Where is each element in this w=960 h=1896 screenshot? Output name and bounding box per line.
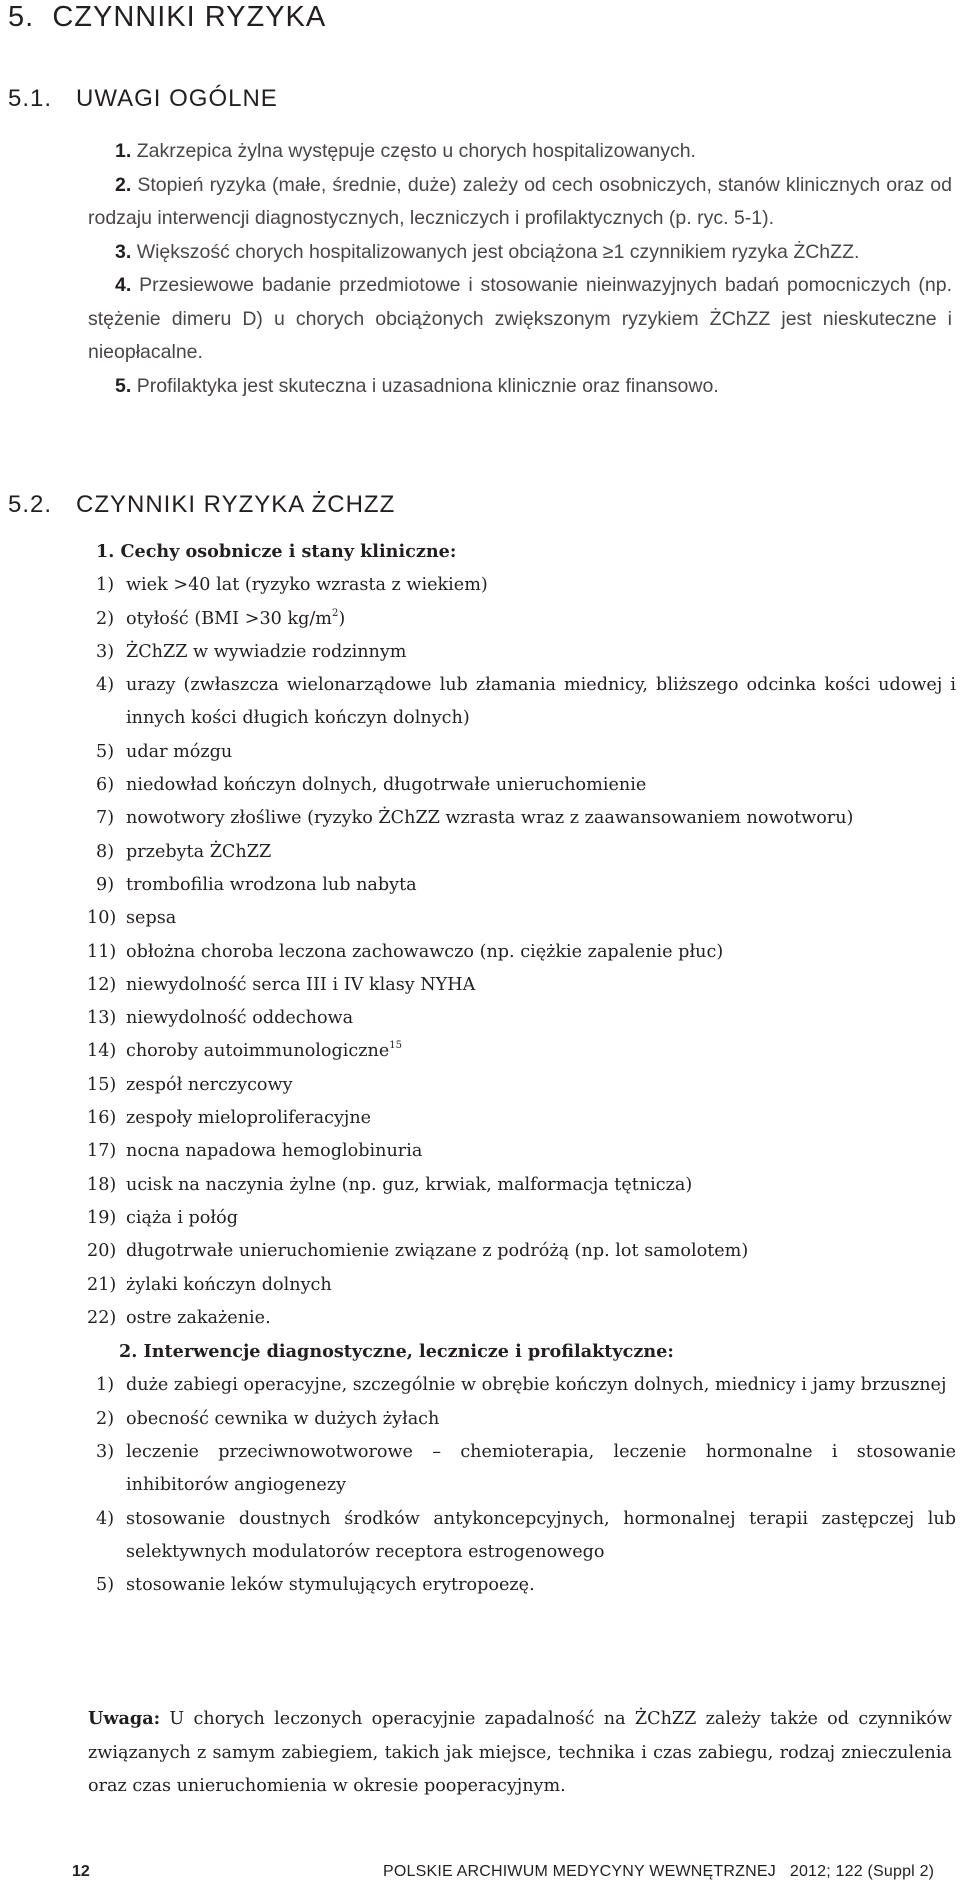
item-number: 4) [96,675,115,696]
list-item [96,1436,956,1503]
section-heading-general [8,84,278,114]
item-text: obłożna choroba leczona zachowawczo (np. ciężkie zapalenie płuc) [126,941,724,962]
list-item [87,936,956,969]
personal-factors-list [87,569,956,1335]
item-number: 1) [96,575,115,596]
chapter-title: CZYNNIKI RYZYKA [52,1,327,33]
item-number: 11) [87,941,117,962]
list-item [87,1102,956,1135]
section-heading-risk-factors [8,490,395,520]
item-text: niedowład kończyn dolnych, długotrwałe unieruchomienie [126,775,647,796]
item-text: duże zabiegi operacyjne, szczególnie w obrębie kończyn dolnych, miednicy i jamy brzusznej [126,1375,947,1396]
list-item [96,736,956,769]
item-text: obecność cewnika w dużych żyłach [126,1408,440,1429]
page-number: 12 [72,1863,90,1880]
note-label: Uwaga: [88,1708,161,1729]
section-title: UWAGI OGÓLNE [76,85,278,112]
note-number: 1. [115,140,132,162]
general-note [88,370,952,404]
item-number: 21) [87,1274,117,1295]
item-text: nocna napadowa hemoglobinuria [126,1141,423,1162]
note-text: Przesiewowe badanie przedmiotowe i stosowanie nieinwazyjnych badań pomocniczych (np. stężenie dimeru D) u chorych obciążonych zwiększonym ryzykiem ŻChZZ jest nieskuteczne i nieopłacalne. [88,274,952,363]
list-item [96,802,956,835]
item-text: żylaki kończyn dolnych [126,1274,332,1295]
list-item [96,569,956,602]
group-heading-text: 2. Interwencje diagnostyczne, lecznicze i profilaktyczne: [119,1341,674,1363]
list-item [96,636,956,669]
note-paragraph [88,1702,952,1804]
intervention-factors-list [96,1369,956,1602]
risk-factor-lists [87,535,956,1603]
list-item [96,603,956,636]
chapter-number: 5. [8,1,35,33]
item-number: 3) [96,641,115,662]
list-item [87,1035,956,1068]
general-note [88,169,952,236]
note-text: Zakrzepica żylna występuje często u chorych hospitalizowanych. [136,140,696,162]
section-number: 5.1. [8,85,53,112]
item-text: leczenie przeciwnowotworowe – chemioterapia, leczenie hormonalne i stosowanie inhibitorów angiogenezy [126,1442,956,1496]
list-item [96,669,956,736]
item-number: 3) [96,1442,115,1463]
item-text: długotrwałe unieruchomienie związane z podróżą (np. lot samolotem) [126,1241,749,1262]
item-number: 19) [87,1207,117,1228]
item-number: 9) [96,874,115,895]
item-number: 10) [87,908,117,929]
item-number: 8) [96,841,115,862]
item-number: 4) [96,1508,115,1529]
item-text: nowotwory złośliwe (ryzyko ŻChZZ wzrasta wraz z zaawansowaniem nowotworu) [126,808,854,829]
item-number: 15) [87,1074,117,1095]
list-item [96,869,956,902]
note-text: Profilaktyka jest skuteczna i uzasadniona klinicznie oraz finansowo. [136,374,719,397]
list-item [87,1169,956,1202]
item-number: 7) [96,808,115,829]
item-text: choroby autoimmunologiczne [126,1041,390,1062]
item-number: 5) [96,1575,115,1596]
item-number: 5) [96,741,115,762]
item-text: udar mózgu [126,741,233,762]
item-text: trombofilia wrodzona lub nabyta [126,874,417,895]
item-text: ŻChZZ w wywiadzie rodzinnym [126,641,407,662]
item-text: zespół nerczycowy [126,1074,293,1095]
superscript: 15 [389,1040,403,1052]
item-number: 14) [87,1041,117,1062]
note-number: 5. [115,374,132,397]
chapter-heading [8,0,326,34]
superscript: 2 [331,607,339,619]
group-heading-personal [96,535,956,569]
item-text: ostre zakażenie. [126,1307,271,1328]
item-number: 20) [87,1241,117,1262]
journal-citation: POLSKIE ARCHIWUM MEDYCYNY WEWNĘTRZNEJ 2012; 122 (Suppl 2) [383,1863,935,1880]
note-number: 4. [115,274,132,296]
list-item [96,769,956,802]
note-text: Stopień ryzyka (małe, średnie, duże) zależy od cech osobniczych, stanów klinicznych oraz od rodzaju interwencji diagnostycznych, leczniczych i profilaktycznych (p. ryc. 5-1). [88,173,952,229]
item-number: 22) [87,1307,117,1328]
item-number: 12) [87,974,117,995]
general-note [88,269,952,370]
list-item [87,902,956,935]
list-item [87,1135,956,1168]
item-text: wiek >40 lat (ryzyko wzrasta z wiekiem) [126,575,488,596]
note-body: U chorych leczonych operacyjnie zapadalność na ŻChZZ zależy także od czynników związanych z samym zabiegiem, takich jak miejsce, technika i czas zabiegu, rodzaj znieczulenia oraz czas unieruchomienia w okresie pooperacyjnym. [88,1709,953,1796]
item-number: 2) [96,1408,115,1429]
list-item [87,969,956,1002]
item-text: ciąża i połóg [126,1207,238,1228]
list-item [87,1235,956,1268]
list-item [87,1069,956,1102]
item-number: 18) [87,1174,117,1195]
group-heading-text: 1. Cechy osobnicze i stany kliniczne: [96,541,457,562]
note-number: 3. [115,240,132,263]
item-text: urazy (zwłaszcza wielonarządowe lub złamania miednicy, bliższego odcinka kości udowej i innych kości długich kończyn dolnych) [126,675,956,729]
list-item [87,1302,956,1335]
list-item [87,1269,956,1302]
item-text: stosowanie doustnych środków antykoncepcyjnych, hormonalnej terapii zastępczej lub selektywnych modulatorów receptora estrogenowego [126,1508,956,1562]
item-text: niewydolność oddechowa [126,1008,354,1029]
item-text-after: ) [338,608,346,629]
item-text: otyłość (BMI >30 kg/m [126,608,332,629]
general-note [88,236,952,270]
item-number: 16) [87,1108,117,1129]
item-number: 2) [96,608,115,629]
item-number: 17) [87,1141,117,1162]
item-text: przebyta ŻChZZ [126,841,272,862]
section-title: CZYNNIKI RYZYKA ŻCHZZ [76,491,396,518]
item-text: stosowanie leków stymulujących erytropoezę. [126,1575,535,1596]
item-text: sepsa [126,908,177,929]
general-notes-list [88,135,952,403]
item-text: niewydolność serca III i IV klasy NYHA [126,974,476,995]
item-text: ucisk na naczynia żylne (np. guz, krwiak, malformacja tętnicza) [126,1174,693,1195]
list-item [87,1002,956,1035]
group-heading-interventions [96,1335,956,1369]
list-item [96,1569,956,1602]
list-item [96,1403,956,1436]
item-number: 1) [96,1375,115,1396]
section-number: 5.2. [8,491,53,518]
list-item [96,836,956,869]
list-item [87,1202,956,1235]
general-note [88,135,952,169]
note-number: 2. [115,173,132,196]
item-number: 6) [96,775,115,796]
item-text: zespoły mieloproliferacyjne [126,1108,372,1129]
list-item [96,1503,956,1570]
list-item [96,1369,956,1402]
note-text: Większość chorych hospitalizowanych jest obciążona ≥1 czynnikiem ryzyka ŻChZZ. [136,240,860,263]
item-number: 13) [87,1008,117,1029]
